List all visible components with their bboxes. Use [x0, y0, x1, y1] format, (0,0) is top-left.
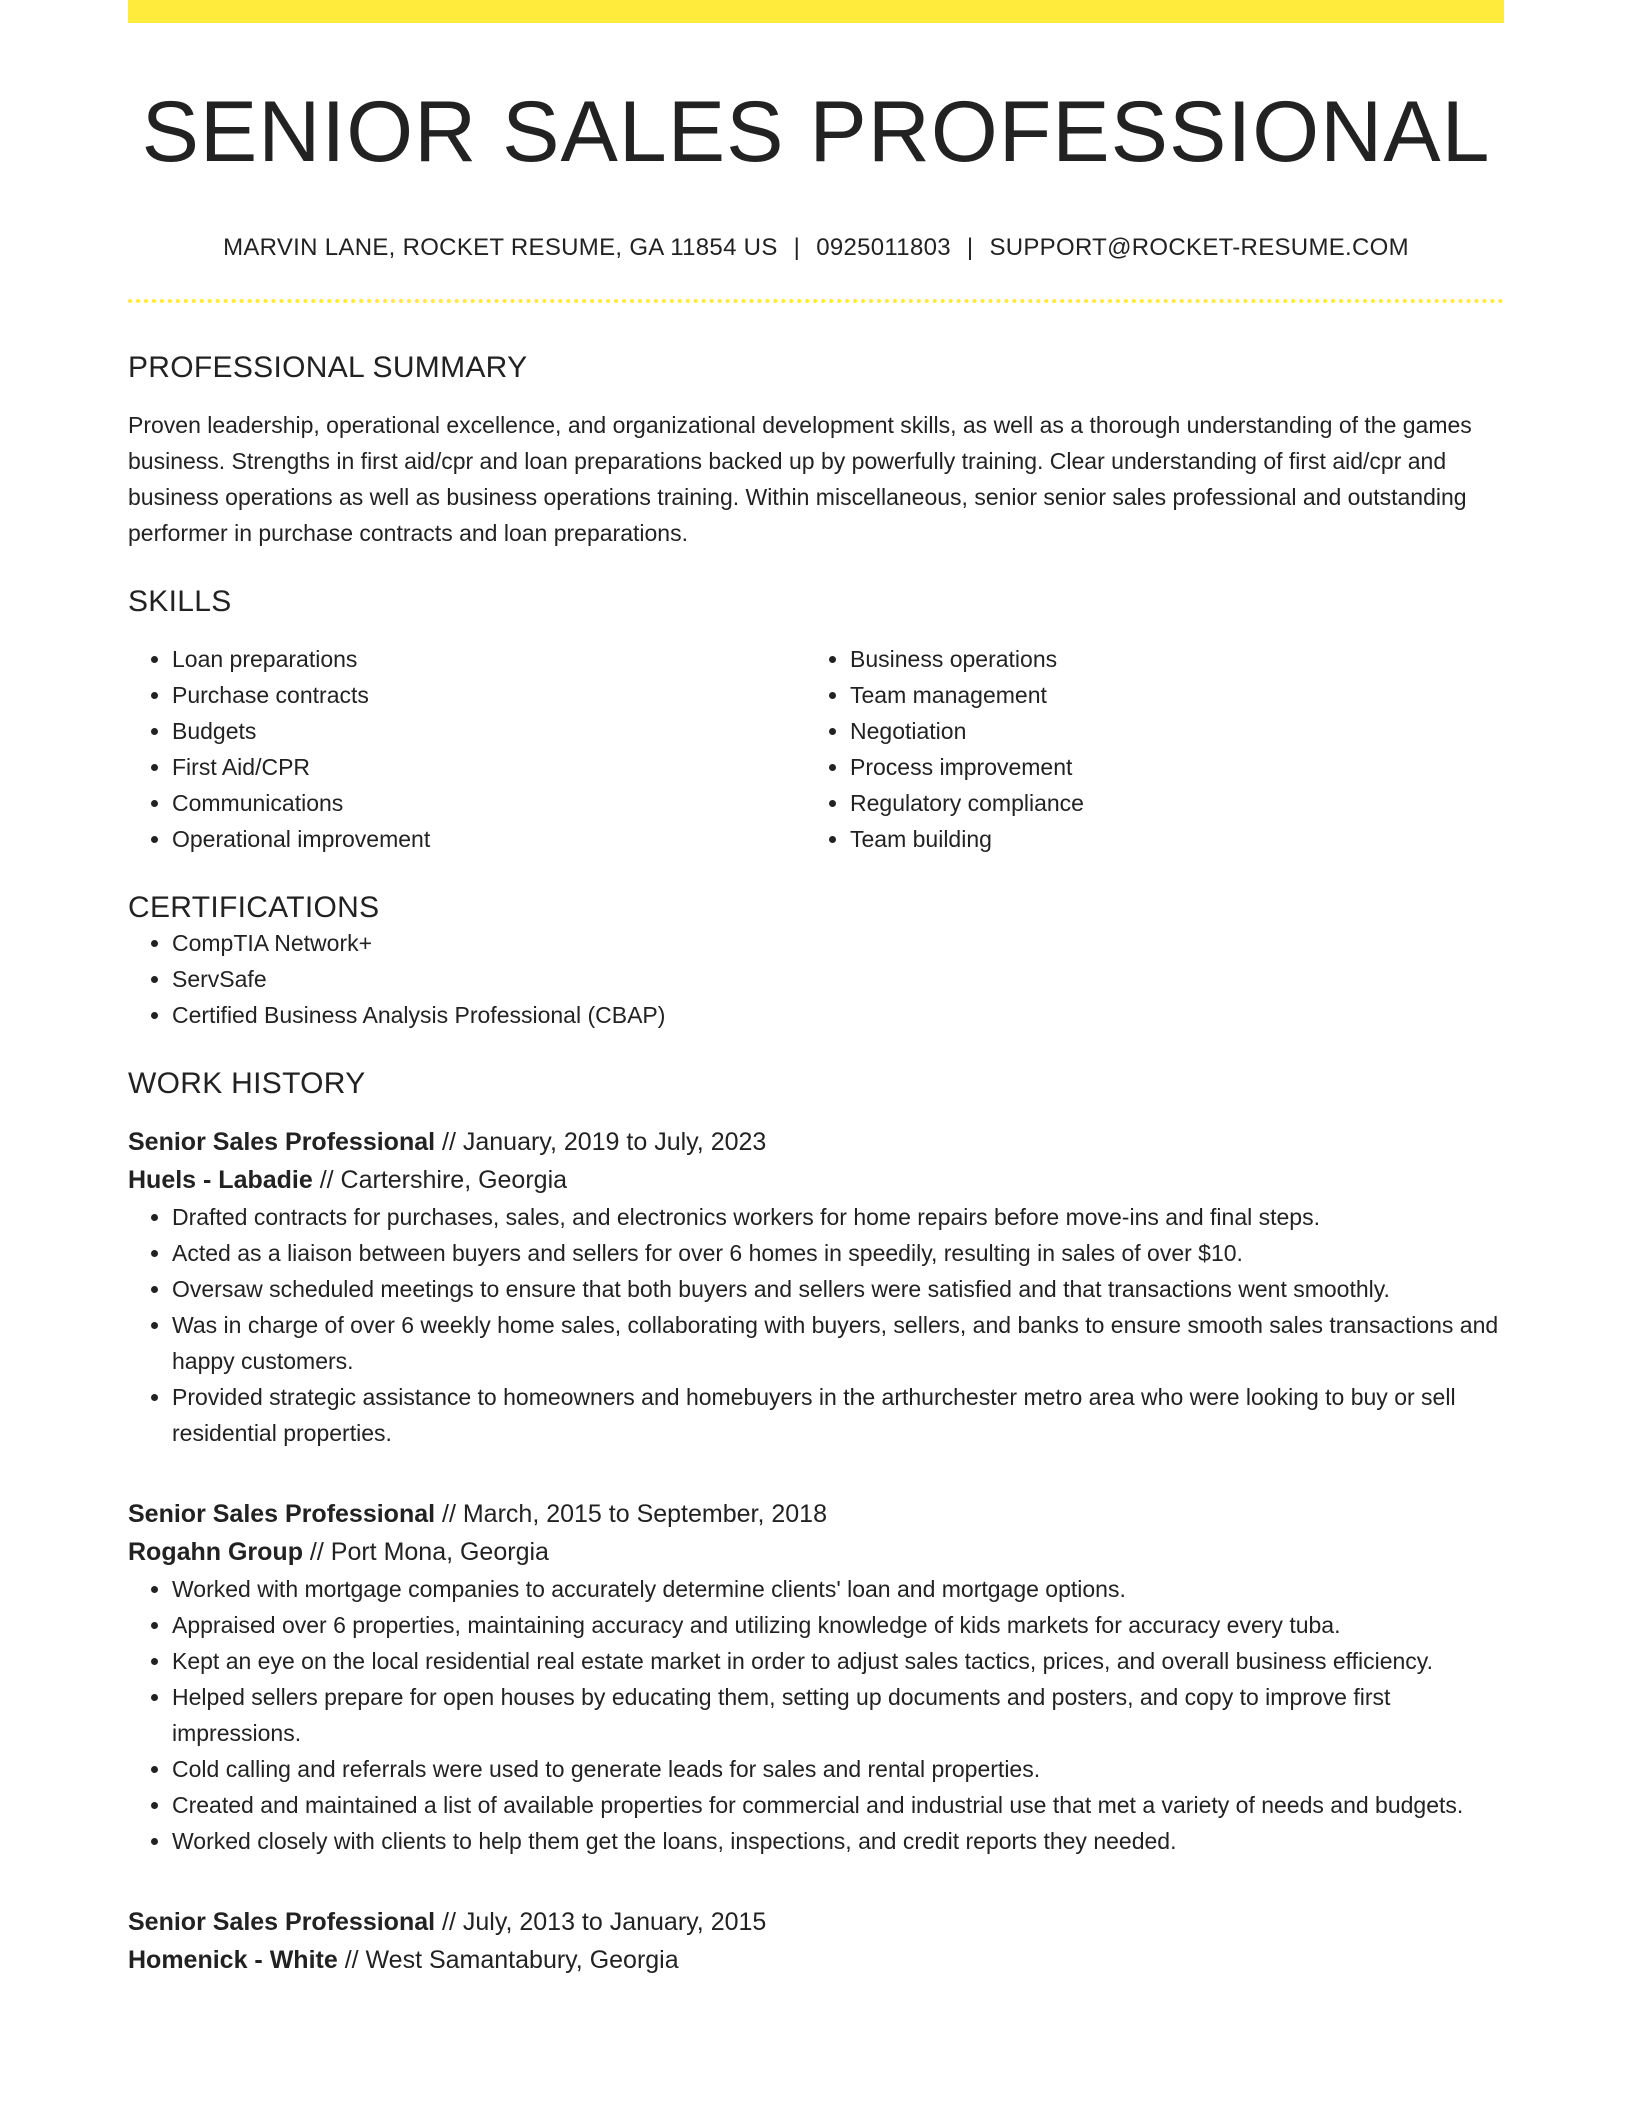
- section-title-skills: SKILLS: [128, 584, 232, 618]
- skill-item: • Loan preparations: [172, 641, 806, 677]
- skills-column-right: [806, 641, 1484, 857]
- job-bullet: • Provided strategic assistance to homeowners and homebuyers in the arthurchester metro area who were looking to buy or sell residential properties.: [172, 1379, 1504, 1451]
- skill-item: • Business operations: [850, 641, 1484, 677]
- skills-grid: [128, 641, 1504, 857]
- skill-item: • Communications: [172, 785, 806, 821]
- section-title-certifications: CERTIFICATIONS: [128, 890, 380, 924]
- job-role: Senior Sales Professional: [128, 1907, 436, 1936]
- job-bullet: • Kept an eye on the local residential real estate market in order to adjust sales tactics, prices, and overall business efficiency.: [172, 1643, 1504, 1679]
- contact-separator: |: [793, 233, 801, 261]
- contact-separator: |: [966, 233, 974, 261]
- job-company-line: [128, 1941, 1504, 1979]
- job-bullet: • Appraised over 6 properties, maintaining accuracy and utilizing knowledge of kids markets for accuracy every tuba.: [172, 1607, 1504, 1643]
- job-bullets: [128, 1199, 1504, 1451]
- job-bullet: • Cold calling and referrals were used to generate leads for sales and rental properties.: [172, 1751, 1504, 1787]
- resume-page: [128, 0, 1504, 1979]
- job-dates: // July, 2013 to January, 2015: [435, 1907, 767, 1936]
- job-location: // West Samantabury, Georgia: [337, 1945, 679, 1974]
- certification-item: • ServSafe: [172, 961, 1504, 997]
- certifications-list: [128, 925, 1504, 1033]
- job-entry: [128, 1903, 1504, 1979]
- job-dates: // March, 2015 to September, 2018: [435, 1499, 827, 1528]
- job-bullets: [128, 1571, 1504, 1859]
- job-bullet: • Acted as a liaison between buyers and sellers for over 6 homes in speedily, resulting in sales of over $10.: [172, 1235, 1504, 1271]
- job-role: Senior Sales Professional: [128, 1127, 436, 1156]
- job-role-line: [128, 1903, 1504, 1941]
- job-bullet: • Worked closely with clients to help them get the loans, inspections, and credit reports they needed.: [172, 1823, 1504, 1859]
- skill-item: • Team management: [850, 677, 1484, 713]
- skill-item: • Operational improvement: [172, 821, 806, 857]
- skills-list-right: [806, 641, 1484, 857]
- job-role: Senior Sales Professional: [128, 1499, 436, 1528]
- skills-column-left: [128, 641, 806, 857]
- skill-item: • First Aid/CPR: [172, 749, 806, 785]
- job-entry: [128, 1123, 1504, 1451]
- skill-item: • Process improvement: [850, 749, 1484, 785]
- job-company: Huels - Labadie: [128, 1165, 313, 1194]
- accent-top-bar: [128, 0, 1504, 23]
- skill-item: • Regulatory compliance: [850, 785, 1484, 821]
- job-location: // Cartershire, Georgia: [312, 1165, 568, 1194]
- skill-item: • Team building: [850, 821, 1484, 857]
- certification-item: • CompTIA Network+: [172, 925, 1504, 961]
- job-bullet: • Created and maintained a list of available properties for commercial and industrial use that met a variety of needs and budgets.: [172, 1787, 1504, 1823]
- section-title-summary: PROFESSIONAL SUMMARY: [128, 350, 528, 384]
- job-bullet: • Oversaw scheduled meetings to ensure that both buyers and sellers were satisfied and that transactions went smoothly.: [172, 1271, 1504, 1307]
- job-bullet: • Drafted contracts for purchases, sales, and electronics workers for home repairs before move-ins and final steps.: [172, 1199, 1504, 1235]
- job-company: Rogahn Group: [128, 1537, 303, 1566]
- contact-email: SUPPORT@ROCKET-RESUME.COM: [989, 233, 1409, 261]
- job-company-line: [128, 1161, 1504, 1199]
- job-bullet: • Worked with mortgage companies to accurately determine clients' loan and mortgage options.: [172, 1571, 1504, 1607]
- job-bullet: • Helped sellers prepare for open houses by educating them, setting up documents and posters, and copy to improve first impressions.: [172, 1679, 1504, 1751]
- skills-list-left: [128, 641, 806, 857]
- contact-address: MARVIN LANE, ROCKET RESUME, GA 11854 US: [223, 233, 778, 261]
- job-company-line: [128, 1533, 1504, 1571]
- job-location: // Port Mona, Georgia: [302, 1537, 549, 1566]
- skill-item: • Budgets: [172, 713, 806, 749]
- contact-line: [128, 234, 1504, 262]
- job-bullet: • Was in charge of over 6 weekly home sales, collaborating with buyers, sellers, and banks to ensure smooth sales transactions and happy customers.: [172, 1307, 1504, 1379]
- skill-item: • Purchase contracts: [172, 677, 806, 713]
- job-role-line: [128, 1123, 1504, 1161]
- job-company: Homenick - White: [128, 1945, 338, 1974]
- job-dates: // January, 2019 to July, 2023: [435, 1127, 767, 1156]
- summary-text: Proven leadership, operational excellence, and organizational development skills, as well as a thorough understanding of the games business. Strengths in first aid/cpr and loan preparations backed up by powerfully training. Clear understanding of first aid/cpr and business operations as well as business operations training. Within miscellaneous, senior senior sales professional and outstanding performer in purchase contracts and loan preparations.: [128, 411, 1472, 546]
- section-title-work-history: WORK HISTORY: [128, 1066, 366, 1100]
- certification-item: • Certified Business Analysis Professional (CBAP): [172, 997, 1504, 1033]
- contact-phone: 0925011803: [816, 233, 951, 261]
- dotted-divider: [128, 299, 1504, 303]
- job-entry: [128, 1495, 1504, 1859]
- resume-title: SENIOR SALES PROFESSIONAL: [141, 84, 1491, 180]
- skill-item: • Negotiation: [850, 713, 1484, 749]
- job-role-line: [128, 1495, 1504, 1533]
